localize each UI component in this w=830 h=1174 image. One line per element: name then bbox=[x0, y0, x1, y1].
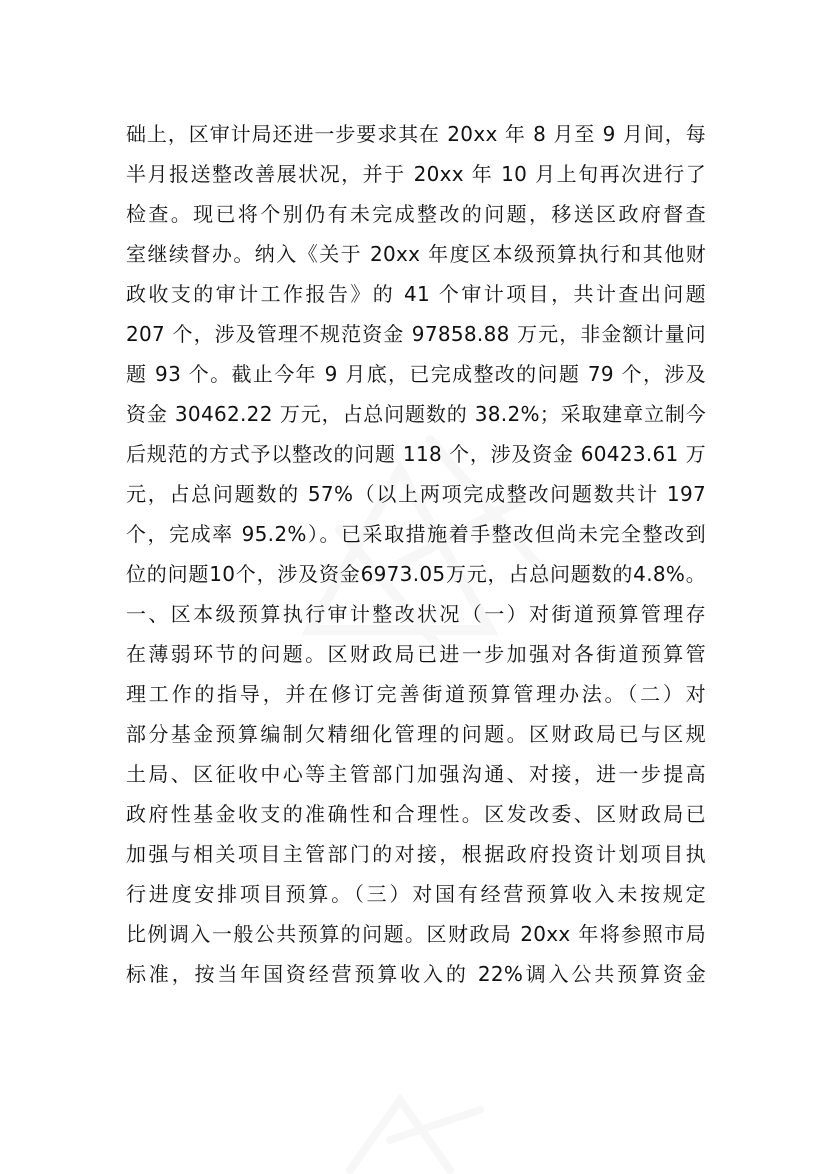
text-line: 元，占总问题数的 57%（以上两项完成整改问题数共计 197 bbox=[126, 482, 706, 506]
text-line: 一、区本级预算执行审计整改状况（一）对街道预算管理存 bbox=[126, 602, 706, 626]
text-line: 础上，区审计局还进一步要求其在 20xx 年 8 月至 9 月间，每 bbox=[126, 122, 706, 146]
watermark-bottom-icon bbox=[330, 1080, 490, 1174]
text-line: 室继续督办。纳入《关于 20xx 年度区本级预算执行和其他财 bbox=[126, 242, 706, 266]
text-line: 行进度安排项目预算。（三）对国有经营预算收入未按规定 bbox=[126, 882, 706, 906]
text-line: 检查。现已将个别仍有未完成整改的问题，移送区政府督查 bbox=[126, 202, 706, 226]
text-line: 资金 30462.22 万元，占总问题数的 38.2%；采取建章立制今 bbox=[126, 402, 706, 426]
text-line: 理工作的指导，并在修订完善街道预算管理办法。（二）对 bbox=[126, 682, 706, 706]
text-line: 题 93 个。截止今年 9 月底，已完成整改的问题 79 个，涉及 bbox=[126, 362, 706, 386]
text-line: 土局、区征收中心等主管部门加强沟通、对接，进一步提高 bbox=[126, 762, 706, 786]
text-line: 政收支的审计工作报告》的 41 个审计项目，共计查出问题 bbox=[126, 282, 706, 306]
body-text bbox=[126, 114, 706, 994]
text-line: 政府性基金收支的准确性和合理性。区发改委、区财政局已 bbox=[126, 802, 706, 826]
text-line: 半月报送整改善展状况，并于 20xx 年 10 月上旬再次进行了 bbox=[126, 162, 706, 186]
text-line: 标准，按当年国资经营预算收入的 22%调入公共预算资金 bbox=[126, 962, 706, 986]
text-line: 比例调入一般公共预算的问题。区财政局 20xx 年将参照市局 bbox=[126, 922, 706, 946]
text-line: 个，完成率 95.2%）。已采取措施着手整改但尚未完全整改到 bbox=[126, 522, 706, 546]
text-line: 部分基金预算编制欠精细化管理的问题。区财政局已与区规 bbox=[126, 722, 706, 746]
text-line: 位的问题10个，涉及资金6973.05万元，占总问题数的4.8%。 bbox=[126, 562, 706, 586]
text-line: 后规范的方式予以整改的问题 118 个，涉及资金 60423.61 万 bbox=[126, 442, 706, 466]
text-line: 在薄弱环节的问题。区财政局已进一步加强对各街道预算管 bbox=[126, 642, 706, 666]
text-line: 加强与相关项目主管部门的对接，根据政府投资计划项目执 bbox=[126, 842, 706, 866]
text-line: 207 个，涉及管理不规范资金 97858.88 万元，非金额计量问 bbox=[126, 322, 706, 346]
